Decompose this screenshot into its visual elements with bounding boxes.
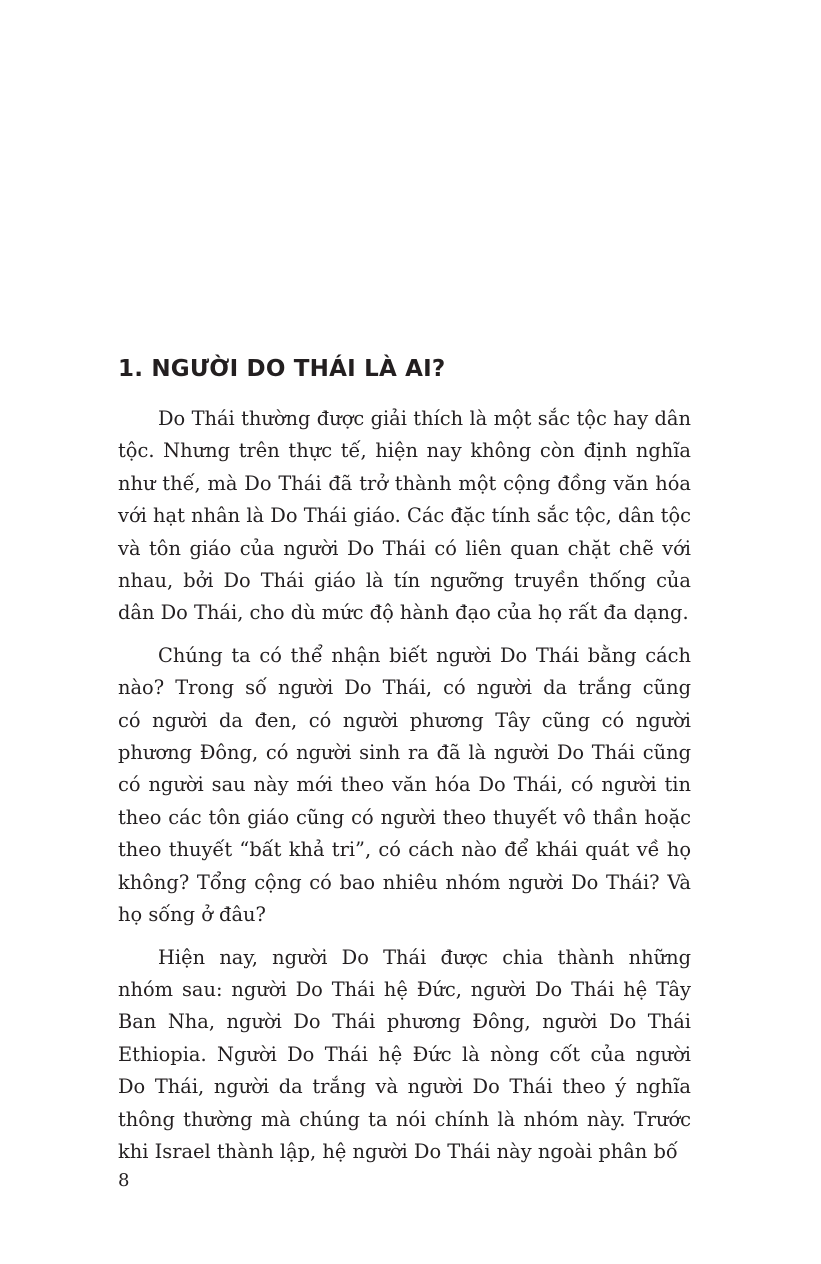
body-text xyxy=(118,403,691,1168)
text-line: như thế, mà Do Thái đã trở thành một cộng đồng văn hóa xyxy=(118,471,691,495)
text-line: Ethiopia. Người Do Thái hệ Đức là nòng cốt của người xyxy=(118,1042,691,1066)
text-line: theo thuyết “bất khả tri”, có cách nào để khái quát về họ xyxy=(118,838,691,862)
text-line: theo các tôn giáo cũng có người theo thuyết vô thần hoặc xyxy=(118,805,691,829)
text-line: Chúng ta có thể nhận biết người Do Thái bằng cách xyxy=(158,643,691,667)
paragraph-2 xyxy=(118,640,691,932)
text-line: nhóm sau: người Do Thái hệ Đức, người Do Thái hệ Tây xyxy=(118,977,691,1001)
text-line: phương Đông, có người sinh ra đã là người Do Thái cũng xyxy=(118,741,691,765)
text-line: họ sống ở đâu? xyxy=(118,903,266,927)
text-line: không? Tổng cộng có bao nhiêu nhóm người Do Thái? Và xyxy=(118,870,691,894)
text-line: và tôn giáo của người Do Thái có liên quan chặt chẽ với xyxy=(118,536,691,560)
text-line: khi Israel thành lập, hệ người Do Thái này ngoài phân bố xyxy=(118,1139,678,1163)
text-line: nào? Trong số người Do Thái, có người da trắng cũng xyxy=(118,676,691,700)
paragraph-1 xyxy=(118,403,691,630)
text-line: tộc. Nhưng trên thực tế, hiện nay không còn định nghĩa xyxy=(118,439,691,463)
text-line: Do Thái, người da trắng và người Do Thái theo ý nghĩa xyxy=(118,1075,691,1099)
section-heading: 1. NGƯỜI DO THÁI LÀ AI? xyxy=(118,356,446,382)
text-line: Ban Nha, người Do Thái phương Đông, người Do Thái xyxy=(118,1010,691,1034)
paragraph-3 xyxy=(118,942,691,1169)
text-line: thông thường mà chúng ta nói chính là nhóm này. Trước xyxy=(118,1107,691,1131)
text-line: dân Do Thái, cho dù mức độ hành đạo của họ rất đa dạng. xyxy=(118,601,689,625)
text-line: có người da đen, có người phương Tây cũng có người xyxy=(118,708,691,732)
text-line: có người sau này mới theo văn hóa Do Thái, có người tin xyxy=(118,773,691,797)
text-line: Hiện nay, người Do Thái được chia thành những xyxy=(158,945,691,969)
text-line: Do Thái thường được giải thích là một sắc tộc hay dân xyxy=(158,407,691,430)
text-line: nhau, bởi Do Thái giáo là tín ngưỡng truyền thống của xyxy=(118,569,691,593)
text-line: với hạt nhân là Do Thái giáo. Các đặc tính sắc tộc, dân tộc xyxy=(118,504,691,528)
page-number: 8 xyxy=(118,1170,130,1191)
